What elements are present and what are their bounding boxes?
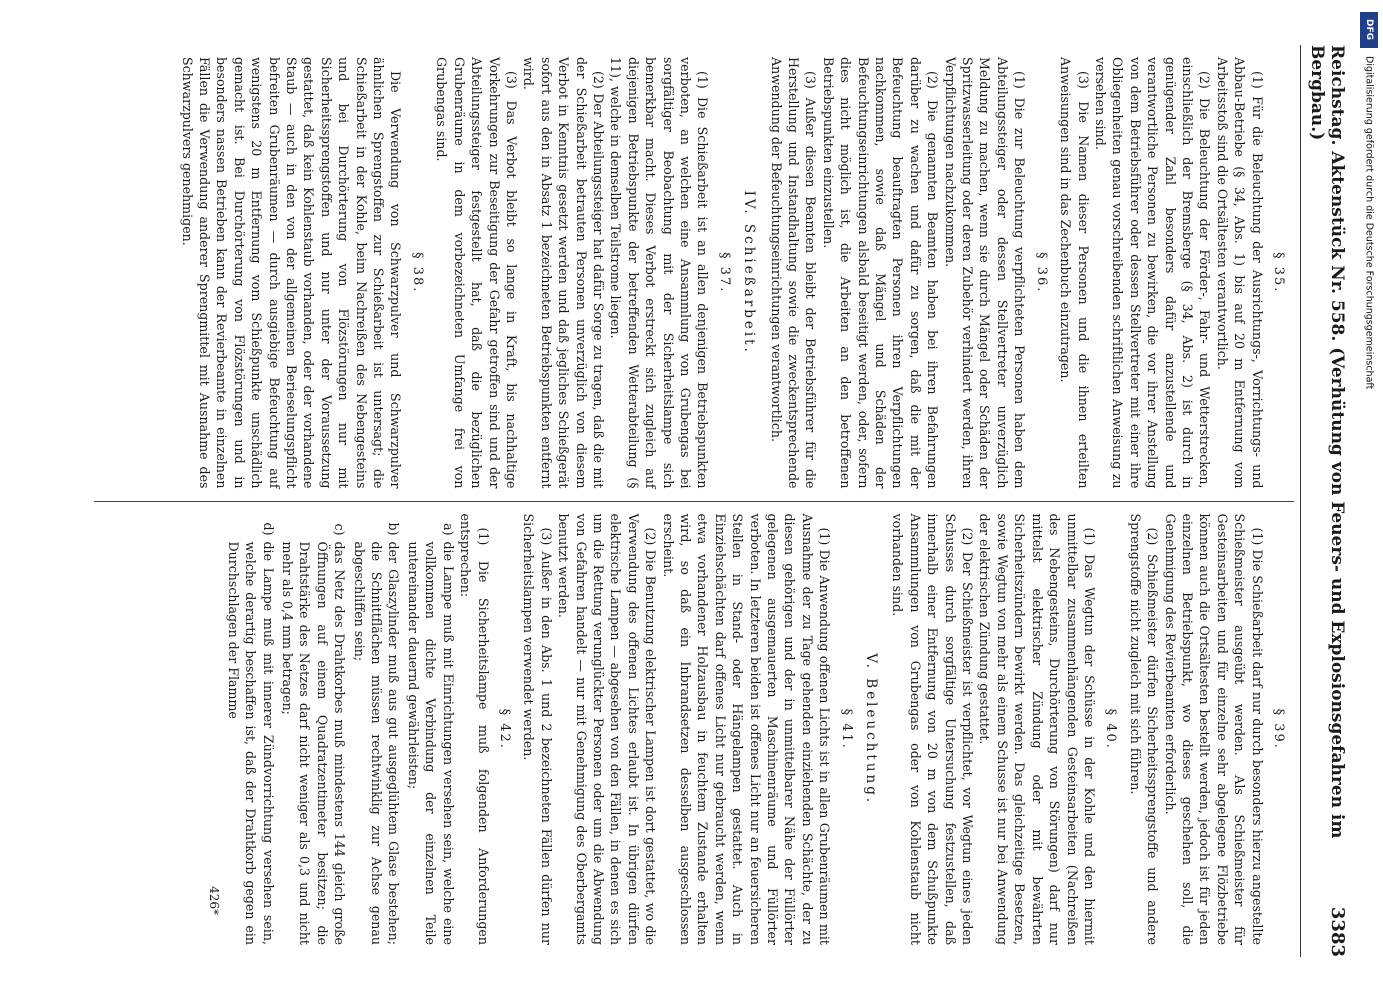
paragraph: (2) Die Beleuchtung der Förder-, Fahr- und Wetterstrecken, einschließlich der Bremsberge (§ 34, Abs. 2) ist durch in genügender Zahl besonders dafür anzustellende und verantwortliche Personen zu bewirken, die vor ihrer Anstellung von dem Betriebsführer oder dessen Stellvertreter mit einer ihre Obliegenheiten genau vorschreibenden schriftlichen Anweisung zu versehen sind. [1092,57,1213,489]
paragraph: (2) Der Schießmeister ist verpflichtet, vor Wegtun eines jeden Schusses durch sorgfältige Untersuchung festzustellen, daß innerhalb einer Entfernung von 20 m von dem Schußpunkte Ansammlungen von Grubengas oder von Kohlenstaub nicht vorhanden sind. [890,513,976,945]
text-columns [94,45,1294,957]
paragraph: (1) Die zur Beleuchtung verpflichteten Personen haben dem Abteilungssteiger oder dessen Stellvertreter unverzüglich Meldung zu machen, wenn sie durch Mängel oder Schäden der Spritzwasserleitung oder deren Zubehör verhindert werden, ihren Verpflichtungen nachzukommen. [942,57,1028,489]
section-heading: § 35. [1271,252,1286,294]
chapter-heading: V. Beleuchtung. [863,653,880,806]
section-heading: § 40. [1103,708,1119,750]
rotated-document-page [52,25,1362,975]
paragraph: Die Verwendung von Schwarzpulver und Schwarzpulver ähnlichen Sprengstoffen zur Schießarbeit ist untersagt; die Schießarbeit in der Kohle, beim Nachreißen des Nebengesteins und bei Durchörterung von Flözstörungen nur mit Sicherheitssprengstoffen und nur unter der Voraussetzung gestattet, daß kein Kohlenstaub vorhanden, oder der vorhandene Staub — auch in den von der allgemeinen Berieselungspflicht befreiten Grubenräumen — durch ausgiebige Befeuchtung auf wenigstens 20 m Entfernung vom Schießpunkte unschädlich gemacht ist. Bei Durchörterung von Flözstörungen und in besonders nassen Betrieben kann der Revierbeamte in einzelnen Fällen die Verwendung anderer Sprengmittel mit Ausnahme des Schwarzpulvers genehmigen. [179,57,404,489]
paragraph: (1) Die Schießarbeit ist an allen denjenigen Betriebspunkten verboten, an welchen eine Ansammlung von Grubengas bei sorgfältiger Beobachtung mit der Sicherheitslampe sich bemerkbar macht. Dieses Verbot erstreckt sich zugleich auf diejenigen Betriebspunkte der betreffenden Wetterabteilung (§ 11), welche in demselben Teilstrome liegen. [608,57,711,489]
list-marker: d) [260,522,276,536]
list-marker: b) [386,522,402,536]
right-column [94,501,1294,958]
section-heading: § 41. [838,708,854,750]
chapter-heading: IV. Schießarbeit. [741,190,758,355]
list-text: die Lampe muß mit Einrichtungen versehen sein, welche eine vollkommen dichte Verbindung der einzelnen Teile untereinander dauernd gewährleisten; [405,541,456,945]
paragraph: (1) Die Anwendung offenen Lichts ist in allen Grubenräumen mit Ausnahme der zu Tage gehenden einziehenden Schächte, der zu diesen gehörigen und der in unmittelbarer Nähe der Füllörter gelegenen ausgemauerten Maschinenräume und Füllörter verboten. In letzteren beiden ist offenes Licht nur an feuersicheren Stellen in Stand- oder Hängelampen gestattet. Auch in Einziehschächten darf offenes Licht nur gebraucht werden, wenn etwa vorhandener Holzausbau in feuchtem Zustande erhalten wird, so daß ein Inbrandsetzen desselben ausgeschlossen erscheint. [660,513,833,945]
list-item [405,514,457,946]
paragraph: (3) Die Namen dieser Personen und die ihnen erteilten Anweisungen sind in das Zechenbuch einzutragen. [1058,57,1091,489]
list-text: der Glaszylinder muß aus gut ausgeglühtem Glase bestehen; die Schnittflächen müssen rechtwinklig zur Achse genau abgeschliffen sein; [351,541,402,945]
section-heading: § 42. [496,708,512,750]
list-text: die Lampe muß mit innerer Zündvorrichtung versehen sein, welche derartig beschaffen ist, daß der Drahtkorb gegen ein Durchschlagen der Flamme [225,541,276,945]
page-header [1300,45,1348,957]
sheet-signature: 426* [207,886,222,915]
section-heading: § 37. [716,252,732,294]
paragraph: (2) Die Benutzung elektrischer Lampen ist dort gestattet, wo die Verwendung des offenen Lichtes erlaubt ist. In übrigen dürfen elektrische Lampen — abgesehen von den Fällen, in denen es sich um die Rettung verunglückter Personen oder um die Abwendung von Gefahren handelt — nur mit Genehmigung des Oberbergamts benutzt werden. [556,513,659,945]
paragraph: (3) Außer in den Abs. 1 und 2 bezeichneten Fällen dürfen nur Sicherheitslampen verwendet werden. [521,513,554,945]
paragraph: (2) Schießmeister dürfen Sicherheitssprengstoffe und andere Sprengstoffe nicht zugleich mit sich führen. [1127,513,1161,945]
list-item [279,514,349,946]
digitization-credit [1358,12,1380,987]
paragraph: (3) Außer diesen Beamten bleibt der Betriebsführer für die Herstellung und Instandhaltung sowie die zweckentsprechende Anwendung der Befeuchtungseinrichtungen verantwortlich. [768,57,819,489]
left-column [94,45,1294,501]
list-item [224,514,276,946]
paragraph: (1) Die Schießarbeit darf nur durch besonders hierzu angestellte Schießmeister ausgeübt werden. Als Schießmeister für Gesteinsarbeiten und für einzelne sehr abgelegene Flözbetriebe können auch die Ortsältesten bestellt werden, jedoch ist für jeden einzelnen Betriebspunkt, wo dieses geschehen soll, die Genehmigung des Revierbeamten erforderlich. [1162,513,1265,945]
list-marker: c) [332,523,348,536]
paragraph: (1) Das Wegtun der Schüsse in der Kohle und den hiermit unmittelbar zusammenhängenden Gesteinsarbeiten (Nachreißen des Nebengesteins, Durchörterung von Störungen) darf nur mittelst elektrischer Zündung oder mit bewährten Sicherheitszündern bewirkt werden. Das gleichzeitige Besetzen, sowie Wegtun von mehr als einem Schusse ist nur bei Anwendung der elektrischen Zündung gestattet. [977,513,1097,945]
section-heading: § 36. [1033,252,1049,294]
page-number: 3383 [1327,906,1348,957]
paragraph: (2) Die genannten Beamten haben bei ihren Befahrungen darüber zu wachen und dafür zu sorgen, daß die mit der Befeuchtung beauftragten Personen ihren Verpflichtungen nachkommen, sowie daß Mängel und Schäden der Befeuchtungseinrichtungen alsbald beseitigt werden, oder, sofern dies nicht möglich ist, die Arbeiten an den betroffenen Betriebspunkten einzustellen. [820,57,941,489]
running-title: Reichstag. Aktenstück Nr. 558. (Verhütung von Feuers- und Explosionsgefahren im Bergbau.) [1307,45,1347,839]
dfg-logo: DFG [1360,12,1378,48]
paragraph: (1) Für die Beleuchtung der Ausrichtungs-, Vorrichtungs- und Abbau-Betriebe (§ 34, Abs. 1) bis auf 20 m Entfernung vom Arbeitsstoß sind die Ortsältesten verantwortlich. [1214,57,1265,489]
requirement-list [224,514,456,946]
paragraph: (2) Der Abteilungssteiger hat dafür Sorge zu tragen, daß die mit der Schießarbeit betrauten Personen unverzüglich von diesem Verbot in Kenntnis gesetzt werden und daß jegliches Schießgerät sofort aus den in Absatz 1 bezeichneten Betriebspunkten entfernt wird. [521,57,606,489]
paragraph: (3) Das Verbot bleibt so lange in Kraft, bis nachhaltige Vorkehrungen zur Beseitigung der Gefahr getroffen sind und der Abteilungssteiger festgestellt hat, daß die bezüglichen Grubenräume in dem vorbezeichneten Umfange frei von Grubengas sind. [434,57,519,489]
section-heading: § 39. [1271,708,1286,750]
list-marker: a) [440,523,456,536]
credit-text: Digitalisierung gefördert durch die Deutsche Forschungsgemeinschaft [1363,56,1375,390]
paragraph: (1) Die Sicherheitslampe muß folgenden Anforderungen entsprechen: [458,513,491,945]
list-text: das Netz des Drahtkorbes muß mindestens 144 gleich große Öffnungen auf einem Quadratzentimeter besitzen; die Drahtstärke des Netzes darf nicht weniger als 0,3 und nicht mehr als 0,4 mm betragen; [280,541,348,945]
section-heading: § 38. [409,252,425,294]
list-item [350,514,402,946]
